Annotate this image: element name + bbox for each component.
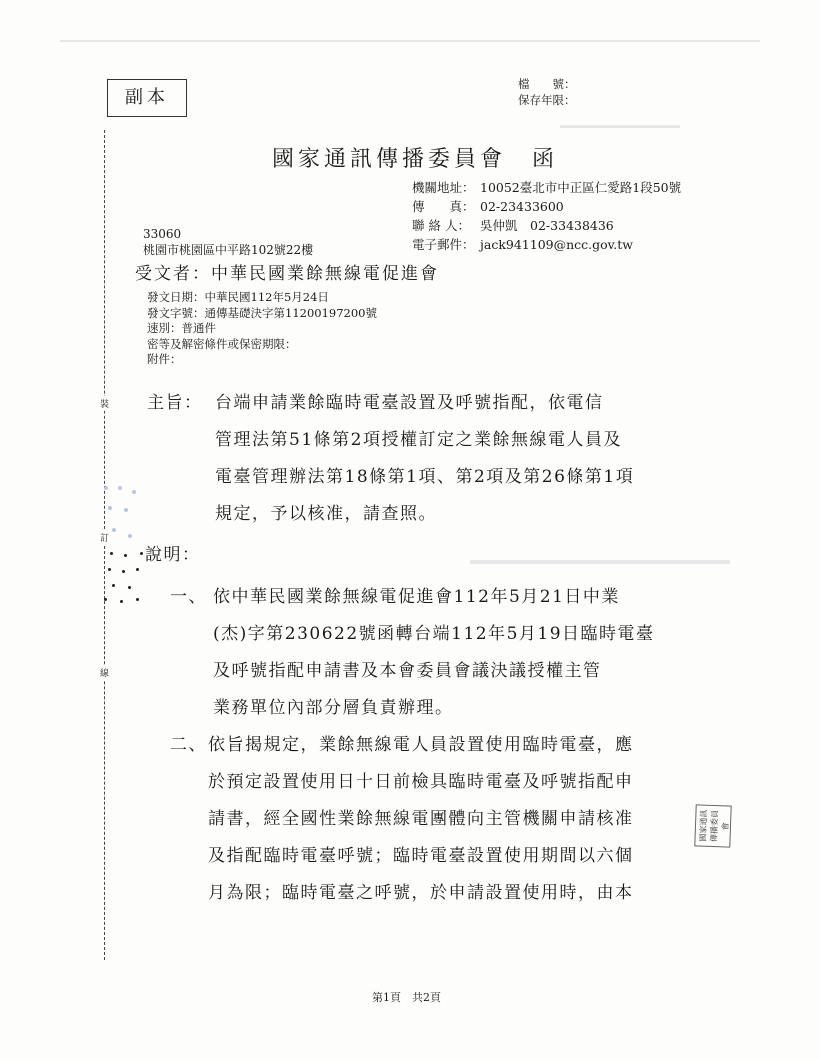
scan-shadow	[470, 560, 730, 564]
postal-code: 33060	[143, 227, 182, 241]
street-address: 桃園市桃園區中平路102號22樓	[143, 243, 314, 257]
agency-name: 國家通訊傳播委員會	[272, 147, 507, 172]
agency-fax	[412, 197, 681, 216]
fax-value: 02-23433600	[480, 199, 564, 214]
subject-line: 管理法第51條第2項授權訂定之業餘無線電人員及	[215, 430, 622, 450]
item-number: 一、	[170, 587, 207, 607]
security-level: 密等及解密條件或保密期限：	[147, 336, 297, 351]
subject-label: 主旨：	[147, 393, 203, 413]
subject-line: 電臺管理辦法第18條第1項、第2項及第26條第1項	[215, 467, 635, 487]
item-line: (杰)字第230622號函轉台端112年5月19日臨時電臺	[213, 624, 655, 644]
subject-line: 台端申請業餘臨時電臺設置及呼號指配，依電信	[215, 393, 604, 413]
retention-label: 保存年限：	[518, 93, 576, 107]
file-number-label: 檔 號：	[518, 77, 576, 91]
scan-shadow	[560, 125, 680, 128]
agency-address	[412, 178, 681, 197]
contact-label: 聯 絡 人：	[412, 218, 470, 233]
agency-contact-person	[412, 216, 681, 235]
item-number: 二、	[170, 735, 207, 755]
binding-char-bottom: 線	[100, 665, 109, 680]
recipient: 受文者：中華民國業餘無線電促進會	[135, 264, 439, 284]
page-footer: 第1頁 共2頁	[372, 991, 441, 1004]
item-line: 業務單位內部分層負責辦理。	[213, 698, 454, 718]
recipient-address	[143, 226, 313, 258]
scan-shadow	[60, 40, 760, 42]
item-line: 請書，經全國性業餘無線電團體向主管機關申請核准	[208, 809, 634, 829]
agency-contact	[412, 178, 681, 254]
email-value: jack941109@ncc.gov.tw	[480, 237, 633, 252]
fax-label: 傳 真：	[412, 199, 475, 214]
agency-email	[412, 235, 681, 254]
item-line: 及指配臨時電臺呼號；臨時電臺設置使用期間以六個	[208, 846, 634, 866]
delivery-speed: 速別：普通件	[147, 321, 216, 335]
item-line: 及呼號指配申請書及本會委員會議決議授權主管	[213, 661, 602, 681]
binding-line	[104, 130, 105, 960]
item-line: 於預定設置使用日十日前檢具臨時電臺及呼號指配申	[208, 772, 634, 792]
binding-char-top: 裝	[100, 396, 109, 411]
archive-info	[518, 76, 576, 108]
item-line: 依旨揭規定，業餘無線電人員設置使用臨時電臺，應	[208, 735, 634, 755]
seal-stamp: 國家通訊傳播委員會	[694, 804, 731, 847]
subject-line: 規定，予以核准，請查照。	[215, 504, 437, 524]
document-type: 函	[532, 147, 559, 172]
document-title	[272, 142, 558, 173]
attachments: 附件：	[147, 352, 182, 366]
email-label: 電子郵件：	[412, 237, 475, 252]
address-value: 10052臺北市中正區仁愛路1段50號	[480, 180, 682, 195]
copy-stamp: 副本	[107, 79, 187, 117]
explanation-label: 說明：	[145, 545, 201, 565]
binding-char-middle: 訂	[100, 530, 109, 545]
address-label: 機關地址：	[412, 180, 475, 195]
issue-date: 發文日期：中華民國112年5月24日	[147, 290, 329, 304]
document-number: 發文字號：通傳基礎決字第11200197200號	[147, 305, 377, 320]
document-meta	[147, 290, 377, 368]
item-line: 月為限；臨時電臺之呼號，於申請設置使用時，由本	[208, 883, 634, 903]
contact-value: 吳仲凱 02-33438436	[480, 218, 614, 233]
item-line: 依中華民國業餘無線電促進會112年5月21日中業	[213, 587, 620, 607]
